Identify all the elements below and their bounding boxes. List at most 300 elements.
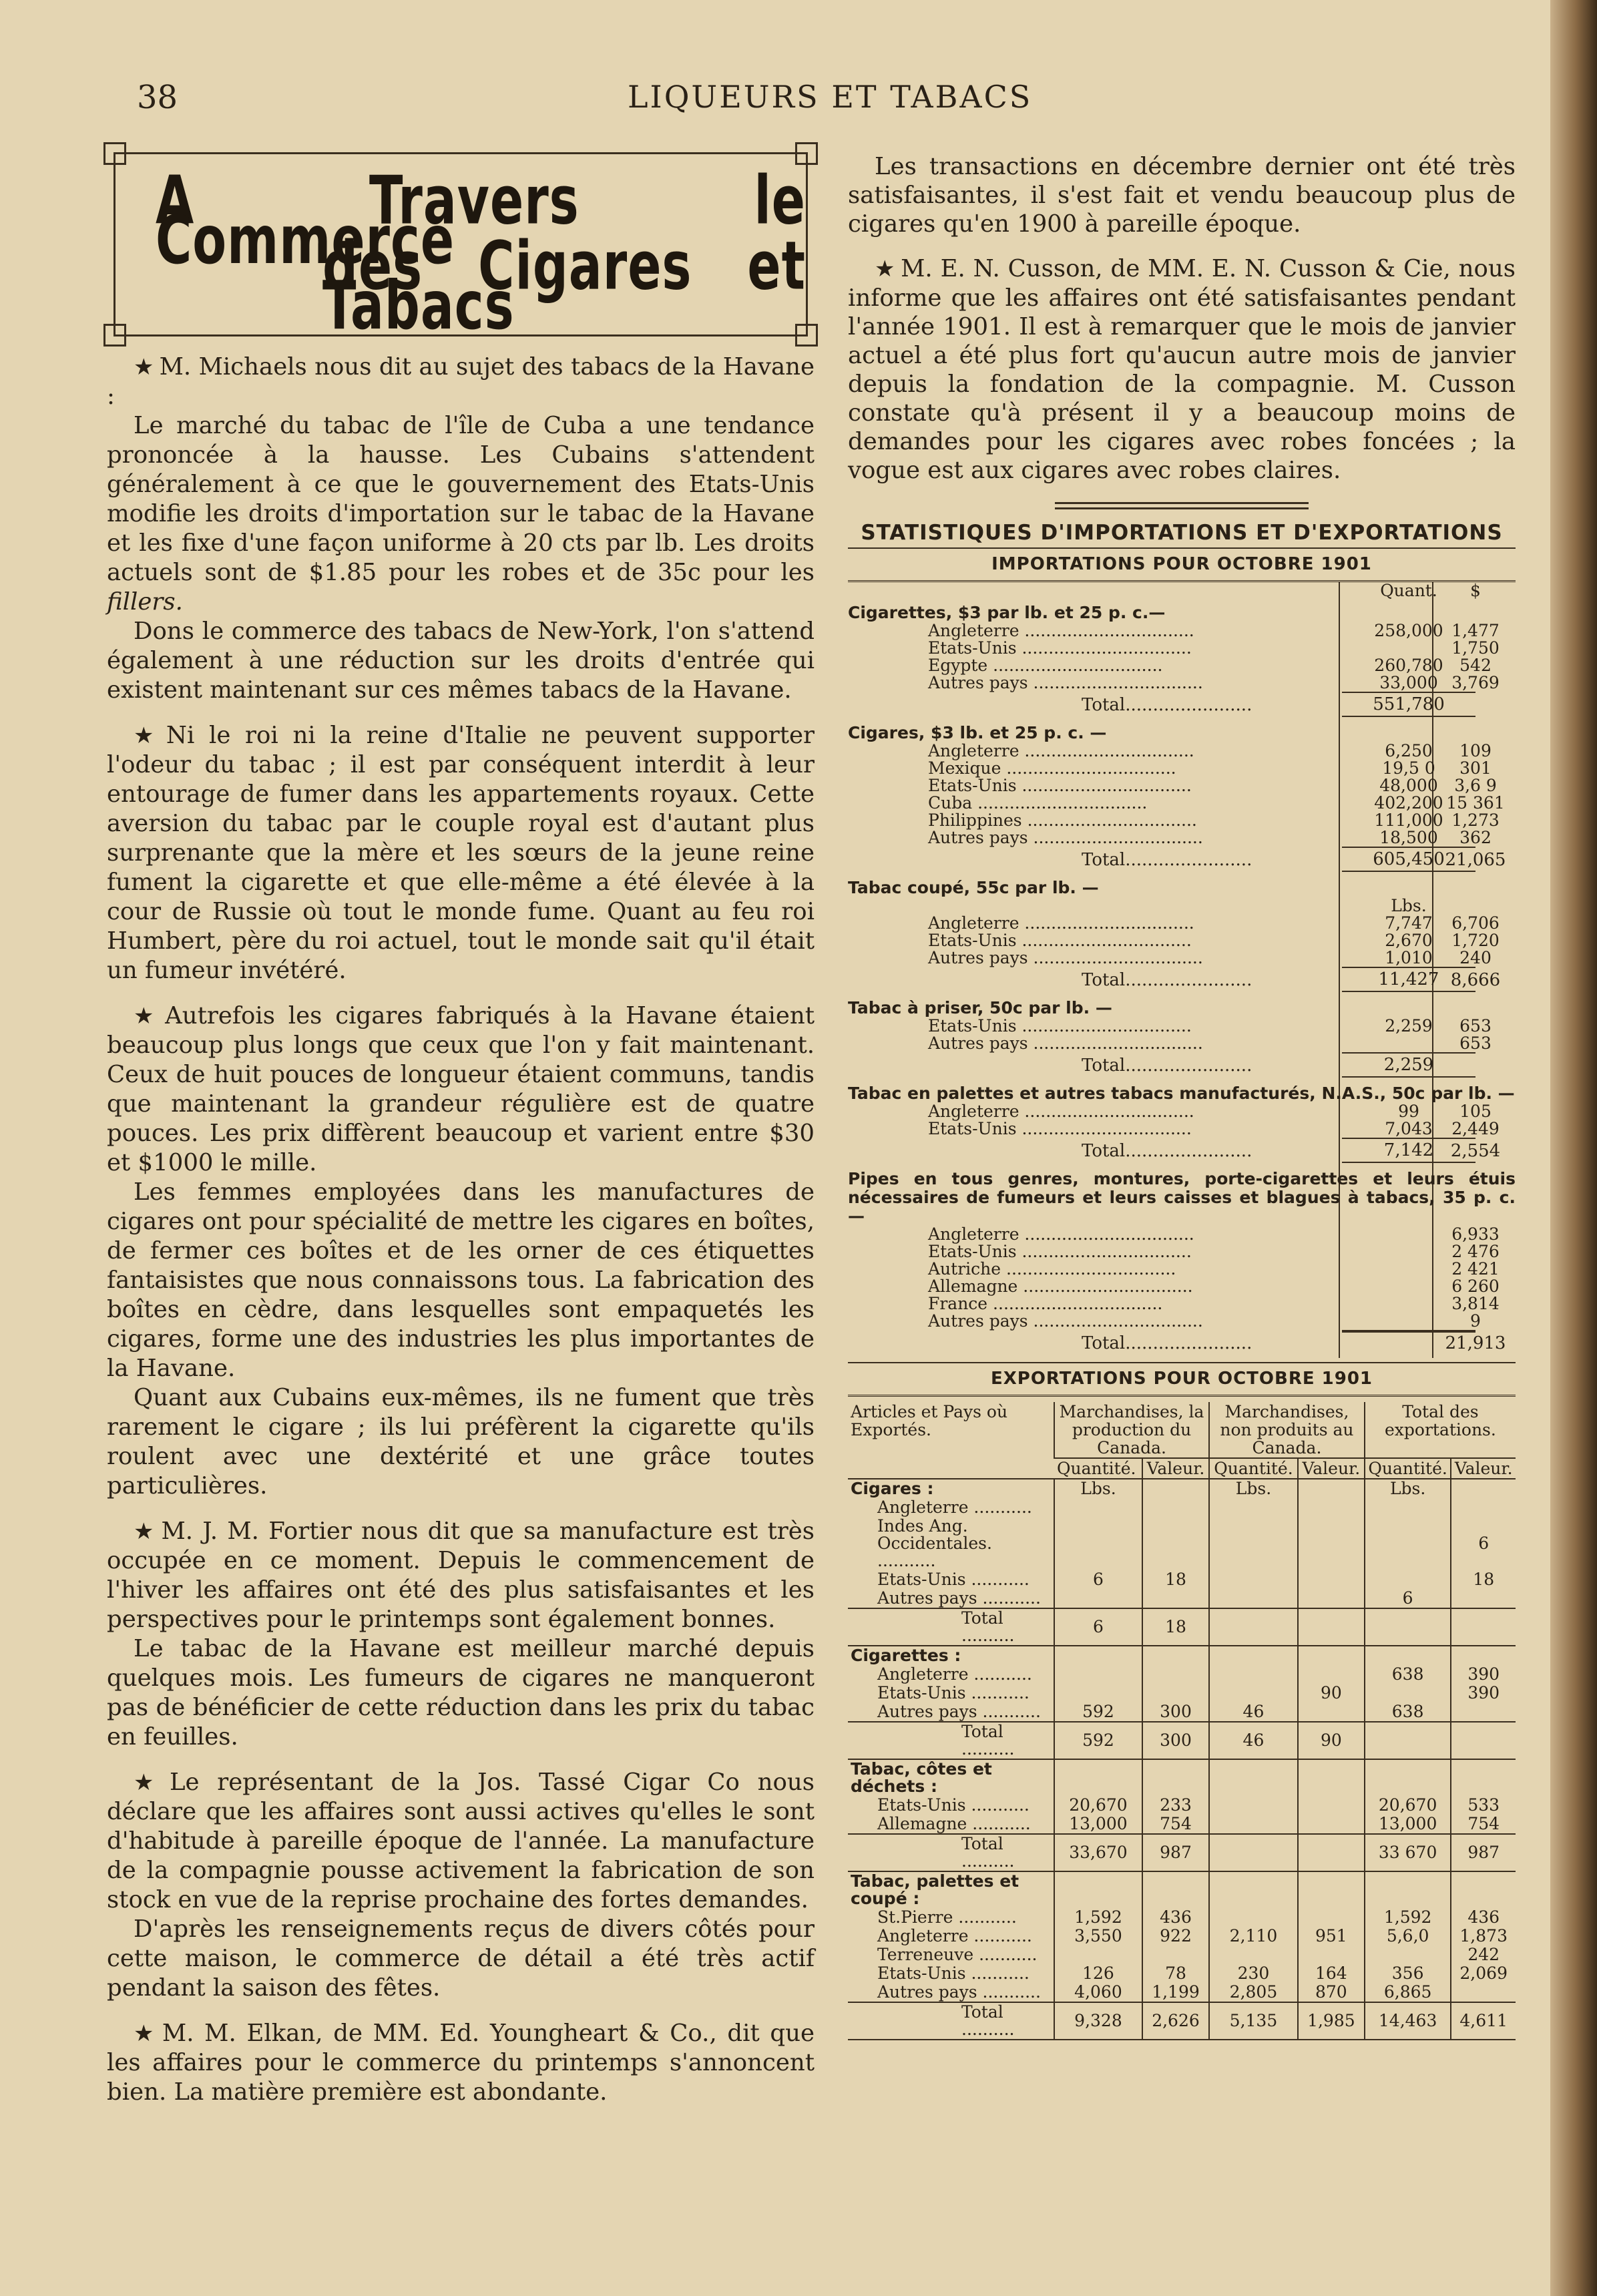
exports-cell <box>1365 1570 1451 1589</box>
article-paragraph <box>107 2019 815 2107</box>
exports-cell <box>1142 1517 1209 1570</box>
running-title: LIQUEURS ET TABACS <box>628 79 1033 115</box>
exports-total-cell: 987 <box>1451 1834 1516 1871</box>
imports-row <box>848 640 1516 657</box>
exports-total-cell: 987 <box>1142 1834 1209 1871</box>
exports-total-cell: 33,670 <box>1054 1834 1142 1871</box>
exports-cell <box>1365 1646 1451 1665</box>
imports-row <box>848 657 1516 674</box>
value-cell: 105 <box>1459 1102 1492 1121</box>
total-value: 8,666 <box>1450 970 1501 990</box>
exports-col-articles: Articles et Pays où Exportés. <box>848 1402 1054 1479</box>
exports-cell: 870 <box>1298 1983 1365 2002</box>
value-cell: 6 260 <box>1451 1277 1500 1296</box>
imports-group-heading: Tabac à priser, 50c par lb. — <box>848 998 1112 1017</box>
exports-cell <box>1209 1945 1298 1964</box>
exports-cell: 1,592 <box>1054 1908 1142 1927</box>
country-label: Autres pays ........... <box>877 1702 1041 1721</box>
page-binding-edge <box>1550 0 1597 2296</box>
imports-row <box>848 1313 1516 1330</box>
value-cell: 3,814 <box>1451 1294 1500 1313</box>
article-paragraph <box>107 353 815 411</box>
imports-row <box>848 674 1516 692</box>
exports-cell <box>1298 1517 1365 1570</box>
exports-cell <box>1054 1945 1142 1964</box>
exports-cell <box>1451 1589 1516 1608</box>
quantity-cell: 2,259 <box>1385 1016 1433 1036</box>
value-cell: 109 <box>1459 741 1492 760</box>
country-label: Angleterre ........... <box>877 1664 1032 1684</box>
exports-cell <box>1209 1908 1298 1927</box>
article-title-line1: A Travers le Commerce <box>156 162 806 280</box>
exports-cell <box>1209 1589 1298 1608</box>
paragraph-text: Les transactions en décembre dernier ont été très satisfaisantes, il s'est fait et vendu beaucoup plus de cigares qu'en 1900 à pareille époque. <box>848 153 1516 238</box>
exports-cell: Lbs. <box>1054 1479 1142 1498</box>
section-divider <box>1055 502 1309 509</box>
exports-total-cell <box>1209 1608 1298 1646</box>
country-label: Etats-Unis ................................ <box>928 1119 1192 1138</box>
exports-row <box>848 1796 1516 1815</box>
article-paragraph <box>848 254 1516 485</box>
imports-row <box>848 760 1516 777</box>
exports-cell <box>1451 1759 1516 1796</box>
exports-total-cell: 9,328 <box>1054 2002 1142 2040</box>
exports-group-row <box>848 1646 1516 1665</box>
country-label: Etats-Unis ................................ <box>928 776 1192 795</box>
value-cell: 362 <box>1459 828 1492 847</box>
imports-group <box>848 1080 1516 1166</box>
exports-total-cell <box>1451 1608 1516 1646</box>
imports-group <box>848 600 1516 720</box>
value-cell: 3,6 9 <box>1454 776 1497 795</box>
imports-group-heading: Cigares, $3 lb. et 25 p. c. — <box>848 723 1107 742</box>
exports-cell: 6 <box>1054 1570 1142 1589</box>
country-label: Mexique ................................ <box>928 758 1176 778</box>
exports-cell <box>1298 1815 1365 1834</box>
exports-cell: 13,000 <box>1365 1815 1451 1834</box>
exports-row <box>848 1983 1516 2002</box>
article-paragraph <box>107 1383 815 1501</box>
exports-cell: 390 <box>1451 1665 1516 1684</box>
exports-cell: 46 <box>1209 1702 1298 1722</box>
star-icon: ★ <box>134 1769 164 1796</box>
exports-cell: 230 <box>1209 1964 1298 1983</box>
imports-row <box>848 777 1516 794</box>
imports-group-heading: Pipes en tous genres, montures, porte-cigarettes et leurs étuis nécessaires de fumeurs et leurs caisses et blagues à tabacs, 35 p. c. — <box>848 1169 1516 1226</box>
paragraph-text: Le représentant de la Jos. Tassé Cigar Co nous déclare que les affaires sont aussi actives qu'elles le sont d'habitude à pareille époque de l'année. La manufacture de la compagnie pousse activement la fabrication de son stock en vue de la reprise prochaine des fortes demandes. <box>107 1769 815 1913</box>
exports-cell <box>1365 1498 1451 1517</box>
total-quantity: 7,142 <box>1342 1138 1475 1163</box>
exports-cell: 164 <box>1298 1964 1365 1983</box>
exports-total-cell: 46 <box>1209 1722 1298 1759</box>
exports-cell: 356 <box>1365 1964 1451 1983</box>
exports-cell: 436 <box>1451 1908 1516 1927</box>
country-label: Etats-Unis ........... <box>877 1964 1030 1983</box>
exports-cell <box>1451 1983 1516 2002</box>
exports-row <box>848 1684 1516 1702</box>
exports-total-cell: 18 <box>1142 1608 1209 1646</box>
exports-col-total: Total des exportations. <box>1365 1402 1516 1458</box>
exports-cell <box>1054 1517 1142 1570</box>
article-paragraph <box>107 1001 815 1178</box>
imports-row <box>848 829 1516 847</box>
statistics-title: STATISTIQUES D'IMPORTATIONS ET D'EXPORTATIONS <box>861 521 1503 545</box>
imports-group-heading: Tabac en palettes et autres tabacs manufacturés, N.A.S., 50c par lb. — <box>848 1084 1515 1103</box>
star-icon: ★ <box>134 354 154 381</box>
exports-cell: 951 <box>1298 1927 1365 1945</box>
article-paragraph <box>107 1915 815 2003</box>
article-title-frame <box>113 152 808 345</box>
exports-cell <box>1298 1589 1365 1608</box>
col-qty: Quantité. <box>1209 1458 1298 1479</box>
exports-cell: 754 <box>1142 1815 1209 1834</box>
exports-cell: 4,060 <box>1054 1983 1142 2002</box>
exports-total-cell: 90 <box>1298 1722 1365 1759</box>
country-label: Etats-Unis ........... <box>877 1683 1030 1702</box>
imports-col-val: $ <box>1470 581 1481 600</box>
value-cell: 542 <box>1459 656 1492 675</box>
exports-row <box>848 1665 1516 1684</box>
exports-group-row <box>848 1479 1516 1498</box>
exports-cell <box>1298 1498 1365 1517</box>
exports-row <box>848 1815 1516 1834</box>
imports-unit: Lbs. <box>1391 896 1427 915</box>
article-paragraph <box>107 1634 815 1752</box>
imports-total-row <box>848 692 1516 718</box>
quantity-cell: 33,000 <box>1379 673 1438 692</box>
exports-cell: 922 <box>1142 1927 1209 1945</box>
quantity-cell: 111,000 <box>1374 811 1443 830</box>
exports-cell <box>1451 1646 1516 1665</box>
paragraph-text: M. M. Elkan, de MM. Ed. Youngheart & Co., dit que les affaires pour le commerce du printemps s'annoncent bien. La matière première est abondante. <box>107 2020 815 2106</box>
exports-row <box>848 1964 1516 1983</box>
country-label: Autriche ................................ <box>928 1259 1176 1279</box>
imports-title: IMPORTATIONS POUR OCTOBRE 1901 <box>848 547 1516 582</box>
exports-cell: 242 <box>1451 1945 1516 1964</box>
exports-row <box>848 1517 1516 1570</box>
exports-group-heading: Cigares : <box>851 1479 934 1498</box>
star-icon: ★ <box>134 1003 160 1029</box>
value-cell: 2,449 <box>1451 1119 1500 1138</box>
exports-total-row <box>848 1722 1516 1759</box>
country-label: Etats-Unis ................................ <box>928 1016 1192 1036</box>
exports-cell <box>1209 1871 1298 1908</box>
paragraph-text: M. E. N. Cusson, de MM. E. N. Cusson & Cie, nous informe que les affaires ont été satisfaisantes pendant l'année 1901. Il est à remarquer que le mois de janvier actuel a été plus fort qu'aucun autre mois de janvier depuis la fondation de la compagnie. M. Cusson constate qu'à présent il y a beaucoup moins de demandes pour les cigares avec robes foncées ; la vogue est aux cigares avec robes claires. <box>848 255 1516 484</box>
exports-cell: 6,865 <box>1365 1983 1451 2002</box>
imports-row <box>848 932 1516 949</box>
exports-cell: 2,805 <box>1209 1983 1298 2002</box>
imports-total-row <box>848 967 1516 993</box>
exports-cell <box>1451 1498 1516 1517</box>
imports-row <box>848 1278 1516 1295</box>
exports-cell: 754 <box>1451 1815 1516 1834</box>
article-paragraph <box>107 411 815 617</box>
exports-total-cell <box>1298 1834 1365 1871</box>
country-label: Autres pays ................................ <box>928 673 1203 692</box>
exports-cell <box>1209 1684 1298 1702</box>
country-label: Egypte ................................ <box>928 656 1163 675</box>
value-cell: 6,706 <box>1451 913 1500 933</box>
country-label: Philippines ................................ <box>928 811 1197 830</box>
country-label: Angleterre ................................ <box>928 1102 1194 1121</box>
left-paragraphs <box>107 353 815 2107</box>
total-label: Total....................... <box>1082 850 1252 870</box>
exports-cell <box>1298 1759 1365 1796</box>
imports-row <box>848 1103 1516 1120</box>
paragraph-text: Autrefois les cigares fabriqués à la Havane étaient beaucoup plus longs que ceux que l'on y fait maintenant. Ceux de huit pouces de longueur étaient communs, tandis que maintenant la grandeur régulière est de quatre pouces. Les prix diffèrent beaucoup et varient entre $30 et $1000 le mille. <box>107 1002 815 1176</box>
exports-cell: 6 <box>1365 1589 1451 1608</box>
quantity-cell: 2,670 <box>1385 931 1433 950</box>
exports-total-cell: 5,135 <box>1209 2002 1298 2040</box>
exports-cell <box>1298 1479 1365 1498</box>
country-label: Angleterre ................................ <box>928 1224 1194 1244</box>
quantity-cell: 6,250 <box>1385 741 1433 760</box>
imports-total-row <box>848 1052 1516 1079</box>
exports-cell <box>1209 1498 1298 1517</box>
imports-total-row <box>848 1330 1516 1357</box>
exports-cell <box>1142 1684 1209 1702</box>
right-paragraphs <box>848 152 1516 485</box>
country-label: Etats-Unis ........... <box>877 1795 1030 1815</box>
exports-total-cell: 33 670 <box>1365 1834 1451 1871</box>
country-label: Etats-Unis ........... <box>877 1570 1030 1589</box>
exports-row <box>848 1927 1516 1945</box>
imports-row <box>848 1260 1516 1278</box>
exports-cell <box>1451 1702 1516 1722</box>
country-label: Autres pays ................................ <box>928 948 1203 967</box>
exports-cell: 436 <box>1142 1908 1209 1927</box>
imports-unit-row <box>848 897 1516 915</box>
exports-cell: 6 <box>1451 1517 1516 1570</box>
exports-cell: 18 <box>1451 1570 1516 1589</box>
exports-total-cell <box>1365 1608 1451 1646</box>
imports-table <box>848 582 1516 1358</box>
imports-row <box>848 1035 1516 1052</box>
value-cell: 301 <box>1459 758 1492 778</box>
exports-cell <box>1142 1646 1209 1665</box>
exports-total-row <box>848 2002 1516 2040</box>
value-cell: 653 <box>1459 1016 1492 1036</box>
exports-total-cell: 592 <box>1054 1722 1142 1759</box>
country-label: Cuba ................................ <box>928 793 1148 813</box>
value-cell: 2 421 <box>1451 1259 1500 1279</box>
country-label: Etats-Unis ................................ <box>928 1242 1192 1261</box>
imports-row <box>848 1120 1516 1138</box>
exports-cell: 592 <box>1054 1702 1142 1722</box>
total-label: Total....................... <box>1082 695 1252 715</box>
exports-body <box>848 1479 1516 2040</box>
col-val: Valeur. <box>1298 1458 1365 1479</box>
exports-cell <box>1365 1517 1451 1570</box>
exports-cell: 638 <box>1365 1665 1451 1684</box>
paragraph-text: Le marché du tabac de l'île de Cuba a une tendance prononcée à la hausse. Les Cubains s'attendent généralement à ce que le gouvernement des Etats-Unis modifie les droits d'importation sur le tabac de la Havane et les fixe d'une façon uniforme à 20 cts par lb. Les droits actuels sont de $1.85 pour les robes et de 35c pour les <box>107 412 815 586</box>
exports-cell <box>1298 1646 1365 1665</box>
exports-group-heading: Cigarettes : <box>851 1646 961 1665</box>
total-quantity: 2,259 <box>1342 1052 1475 1078</box>
exports-total-cell <box>1451 1722 1516 1759</box>
quantity-cell: 1,010 <box>1385 948 1433 967</box>
exports-group-row <box>848 1759 1516 1796</box>
exports-cell: 533 <box>1451 1796 1516 1815</box>
imports-row <box>848 915 1516 932</box>
quantity-cell: 18,500 <box>1379 828 1438 847</box>
country-label: Allemagne ................................ <box>928 1277 1193 1296</box>
exports-cell <box>1451 1871 1516 1908</box>
exports-cell <box>1365 1684 1451 1702</box>
exports-total-cell: 6 <box>1054 1608 1142 1646</box>
exports-cell <box>1365 1871 1451 1908</box>
exports-cell: 233 <box>1142 1796 1209 1815</box>
exports-row <box>848 1945 1516 1964</box>
exports-cell <box>1298 1871 1365 1908</box>
exports-cell <box>1209 1796 1298 1815</box>
exports-cell <box>1298 1702 1365 1722</box>
paragraph-text: D'après les renseignements reçus de divers côtés pour cette maison, le commerce de détail a été très actif pendant la saison des fêtes. <box>107 1915 815 2002</box>
quantity-cell: 260,780 <box>1374 656 1443 675</box>
exports-cell: 638 <box>1365 1702 1451 1722</box>
page-header <box>0 79 1529 126</box>
imports-group-heading: Tabac coupé, 55c par lb. — <box>848 878 1099 897</box>
exports-cell: 20,670 <box>1365 1796 1451 1815</box>
value-cell: 1,750 <box>1451 638 1500 658</box>
paragraph-text: Ni le roi ni la reine d'Italie ne peuvent supporter l'odeur du tabac ; il est par conséquent interdit à leur entourage de fumer dans les appartements royaux. Cette aversion du tabac par le couple royal est d'autant plus surprenante que la mère et les sœurs de la jeune reine fument la cigarette et que elle-même a été élevée à la cour de Russie où tout le monde fume. Quant au feu roi Humbert, père du roi actuel, tout le monde sait qu'il était un fumeur invétéré. <box>107 722 815 984</box>
imports-col-qty: Quant. <box>1380 581 1437 600</box>
imports-group-heading: Cigarettes, $3 par lb. et 25 p. c.— <box>848 603 1166 622</box>
imports-header-row <box>848 582 1516 600</box>
total-quantity: 551,780 <box>1342 692 1475 717</box>
paragraph-text: Les femmes employées dans les manufactures de cigares ont pour spécialité de mettre les cigares en boîtes, de fermer ces boîtes et de les orner de ces étiquettes fantaisistes que nous connaissons tous. La fabrication des boîtes en cèdre, dans lesquelles sont empaquetés les cigares, forme une des industries les plus importantes de la Havane. <box>107 1178 815 1382</box>
exports-cell <box>1142 1945 1209 1964</box>
exports-cell: 1,592 <box>1365 1908 1451 1927</box>
exports-row <box>848 1908 1516 1927</box>
article-paragraph <box>848 152 1516 238</box>
imports-group <box>848 995 1516 1080</box>
exports-cell: 2,069 <box>1451 1964 1516 1983</box>
value-cell: 653 <box>1459 1034 1492 1053</box>
total-label: Total .......... <box>848 2002 1054 2040</box>
imports-group <box>848 720 1516 875</box>
exports-total-row <box>848 1608 1516 1646</box>
exports-cell <box>1054 1871 1142 1908</box>
quantity-cell: 402,200 <box>1374 793 1443 813</box>
total-label: Total .......... <box>848 1722 1054 1759</box>
exports-cell <box>1142 1665 1209 1684</box>
total-label: Total....................... <box>1082 1141 1252 1161</box>
country-label: Terreneuve ........... <box>877 1945 1038 1964</box>
exports-table <box>848 1402 1516 2040</box>
exports-cell <box>1209 1646 1298 1665</box>
exports-cell <box>1451 1479 1516 1498</box>
country-label: Autres pays ................................ <box>928 1034 1203 1053</box>
value-cell: 9 <box>1470 1311 1481 1331</box>
exports-cell <box>1298 1945 1365 1964</box>
imports-row <box>848 1017 1516 1035</box>
value-cell: 6,933 <box>1451 1224 1500 1244</box>
quantity-cell: 7,043 <box>1385 1119 1433 1138</box>
country-label: Angleterre ................................ <box>928 621 1194 640</box>
country-label: Etats-Unis ................................ <box>928 931 1192 950</box>
country-label: Indes Ang. Occidentales. ........... <box>877 1516 992 1570</box>
exports-row <box>848 1589 1516 1608</box>
country-label: Autres pays ................................ <box>928 1311 1203 1331</box>
frame-ornament <box>103 324 126 347</box>
imports-total-row <box>848 847 1516 873</box>
total-label: Total....................... <box>1082 970 1252 990</box>
exports-cell: 1,199 <box>1142 1983 1209 2002</box>
exports-cell <box>1054 1589 1142 1608</box>
country-label: Angleterre ........... <box>877 1498 1032 1517</box>
exports-cell: 78 <box>1142 1964 1209 1983</box>
total-label: Total....................... <box>1082 1056 1252 1076</box>
exports-row <box>848 1570 1516 1589</box>
imports-row <box>848 1226 1516 1243</box>
imports-total-row <box>848 1138 1516 1164</box>
value-cell: 2 476 <box>1451 1242 1500 1261</box>
exports-cell <box>1209 1665 1298 1684</box>
paragraph-text: Quant aux Cubains eux-mêmes, ils ne fument que très rarement le cigare ; ils lui préfèrent la cigarette qu'ils roulent avec une dextérité et une grâce toutes particulières. <box>107 1384 815 1500</box>
exports-cell <box>1054 1646 1142 1665</box>
exports-group-heading: Tabac, côtes et déchets : <box>851 1759 992 1796</box>
exports-cell <box>1298 1570 1365 1589</box>
exports-total-cell: 2,626 <box>1142 2002 1209 2040</box>
quantity-cell: 19,5 0 <box>1382 758 1435 778</box>
exports-total-cell: 1,985 <box>1298 2002 1365 2040</box>
total-quantity: 605,450 <box>1342 847 1475 872</box>
exports-cell <box>1298 1796 1365 1815</box>
exports-cell: 126 <box>1054 1964 1142 1983</box>
exports-total-cell <box>1365 1722 1451 1759</box>
paragraph-italic: fillers. <box>107 588 183 616</box>
star-icon: ★ <box>134 2020 157 2047</box>
paragraph-text: Dons le commerce des tabacs de New-York, l'on s'attend également à une réduction sur les droits d'entrée qui existent maintenant sur ces mêmes tabacs de la Havane. <box>107 618 815 704</box>
imports-row <box>848 949 1516 967</box>
right-column <box>848 152 1516 2040</box>
exports-cell <box>1209 1759 1298 1796</box>
value-cell: 240 <box>1459 948 1492 967</box>
exports-cell <box>1142 1589 1209 1608</box>
exports-cell <box>1365 1759 1451 1796</box>
star-icon: ★ <box>134 722 161 749</box>
imports-row <box>848 622 1516 640</box>
exports-row <box>848 1498 1516 1517</box>
exports-cell <box>1298 1665 1365 1684</box>
exports-cell: 300 <box>1142 1702 1209 1722</box>
value-cell: 15 361 <box>1446 793 1505 813</box>
total-label: Total .......... <box>848 1834 1054 1871</box>
country-label: Angleterre ........... <box>877 1926 1032 1945</box>
country-label: Etats-Unis ................................ <box>928 638 1192 658</box>
exports-cell <box>1209 1815 1298 1834</box>
imports-row <box>848 742 1516 760</box>
paragraph-text: M. Michaels nous dit au sujet des tabacs de la Havane : <box>107 353 815 410</box>
exports-cell <box>1365 1945 1451 1964</box>
total-label: Total....................... <box>1082 1333 1252 1353</box>
exports-total-row <box>848 1834 1516 1871</box>
exports-cell: 18 <box>1142 1570 1209 1589</box>
exports-cell: 90 <box>1298 1684 1365 1702</box>
total-label: Total .......... <box>848 1608 1054 1646</box>
left-column <box>107 152 815 2107</box>
quantity-cell: 48,000 <box>1379 776 1438 795</box>
exports-cell: 2,110 <box>1209 1927 1298 1945</box>
exports-cell <box>1054 1665 1142 1684</box>
star-icon: ★ <box>875 256 896 282</box>
country-label: Autres pays ........... <box>877 1982 1041 2002</box>
exports-cell <box>1142 1759 1209 1796</box>
value-cell: 1,477 <box>1451 621 1500 640</box>
total-quantity: 11,427 <box>1342 967 1475 992</box>
imports-row <box>848 794 1516 812</box>
